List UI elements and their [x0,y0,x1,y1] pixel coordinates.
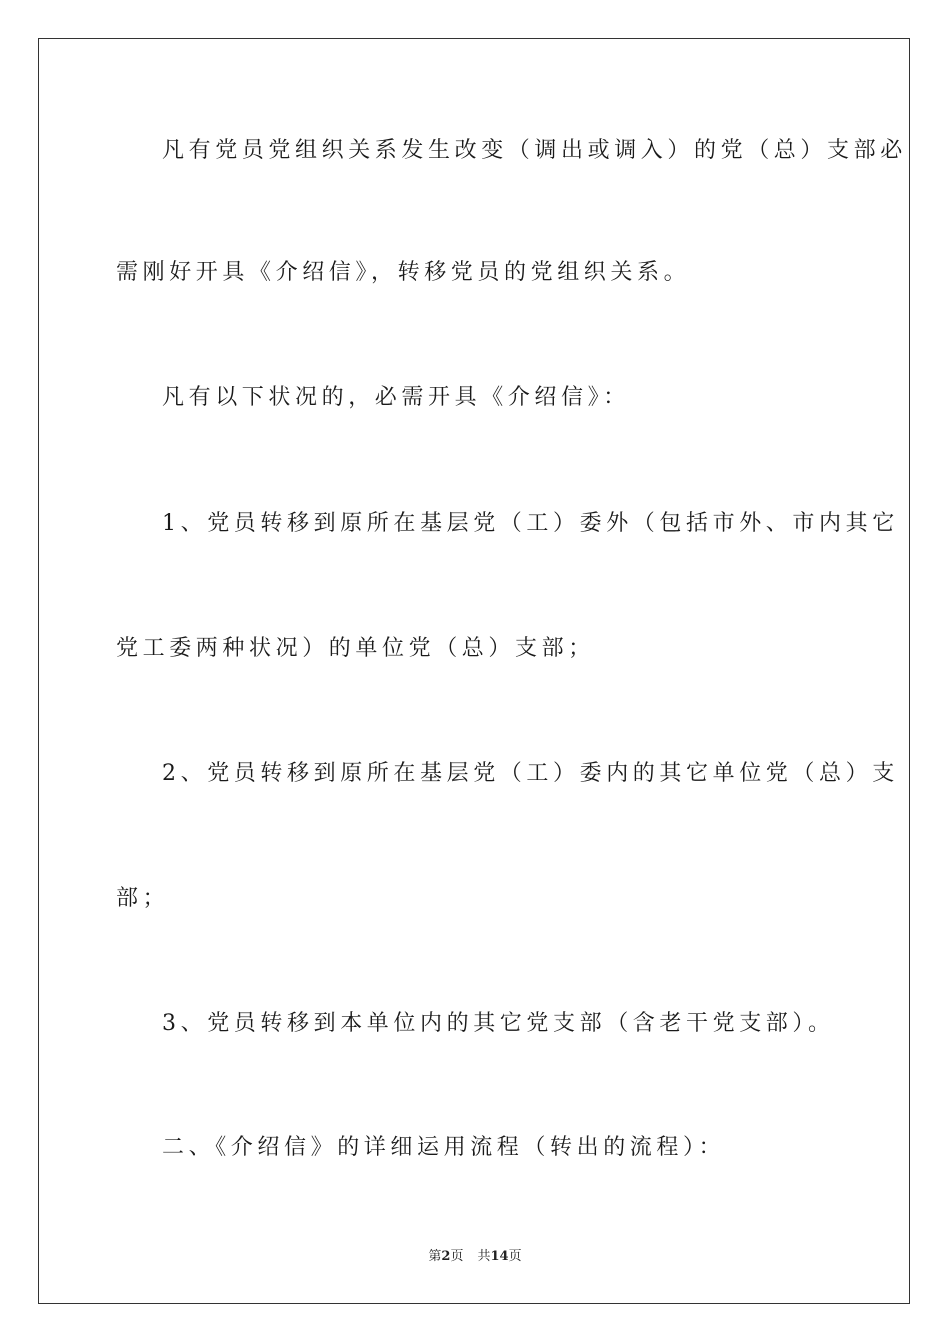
paragraph-line: 凡有党员党组织关系发生改变（调出或调入）的党（总）支部必 [162,138,907,163]
paragraph-line: 2、党员转移到原所在基层党（工）委内的其它单位党（总）支 [162,761,899,786]
page-footer [0,1249,950,1265]
footer-page-prefix: 第 [428,1249,442,1264]
paragraph-line: 1、党员转移到原所在基层党（工）委外（包括市外、市内其它 [162,511,899,536]
paragraph-line: 部； [116,886,170,911]
paragraph-line: 凡有以下状况的，必需开具《介绍信》： [162,385,630,410]
paragraph-line: 党工委两种状况）的单位党（总）支部； [116,636,595,661]
paragraph-line: 需刚好开具《介绍信》，转移党员的党组织关系。 [116,260,691,285]
footer-total-prefix: 共 [477,1249,491,1264]
paragraph-line: 3、党员转移到本单位内的其它党支部（含老干党支部）。 [162,1011,835,1036]
page-border [38,38,910,1304]
footer-page-number: 2 [441,1249,451,1264]
footer-total-pages: 14 [490,1249,509,1264]
paragraph-line: 二、《介绍信》的详细运用流程（转出的流程）： [162,1135,726,1160]
footer-page-suffix: 页 [450,1249,464,1264]
footer-total-suffix: 页 [508,1249,522,1264]
